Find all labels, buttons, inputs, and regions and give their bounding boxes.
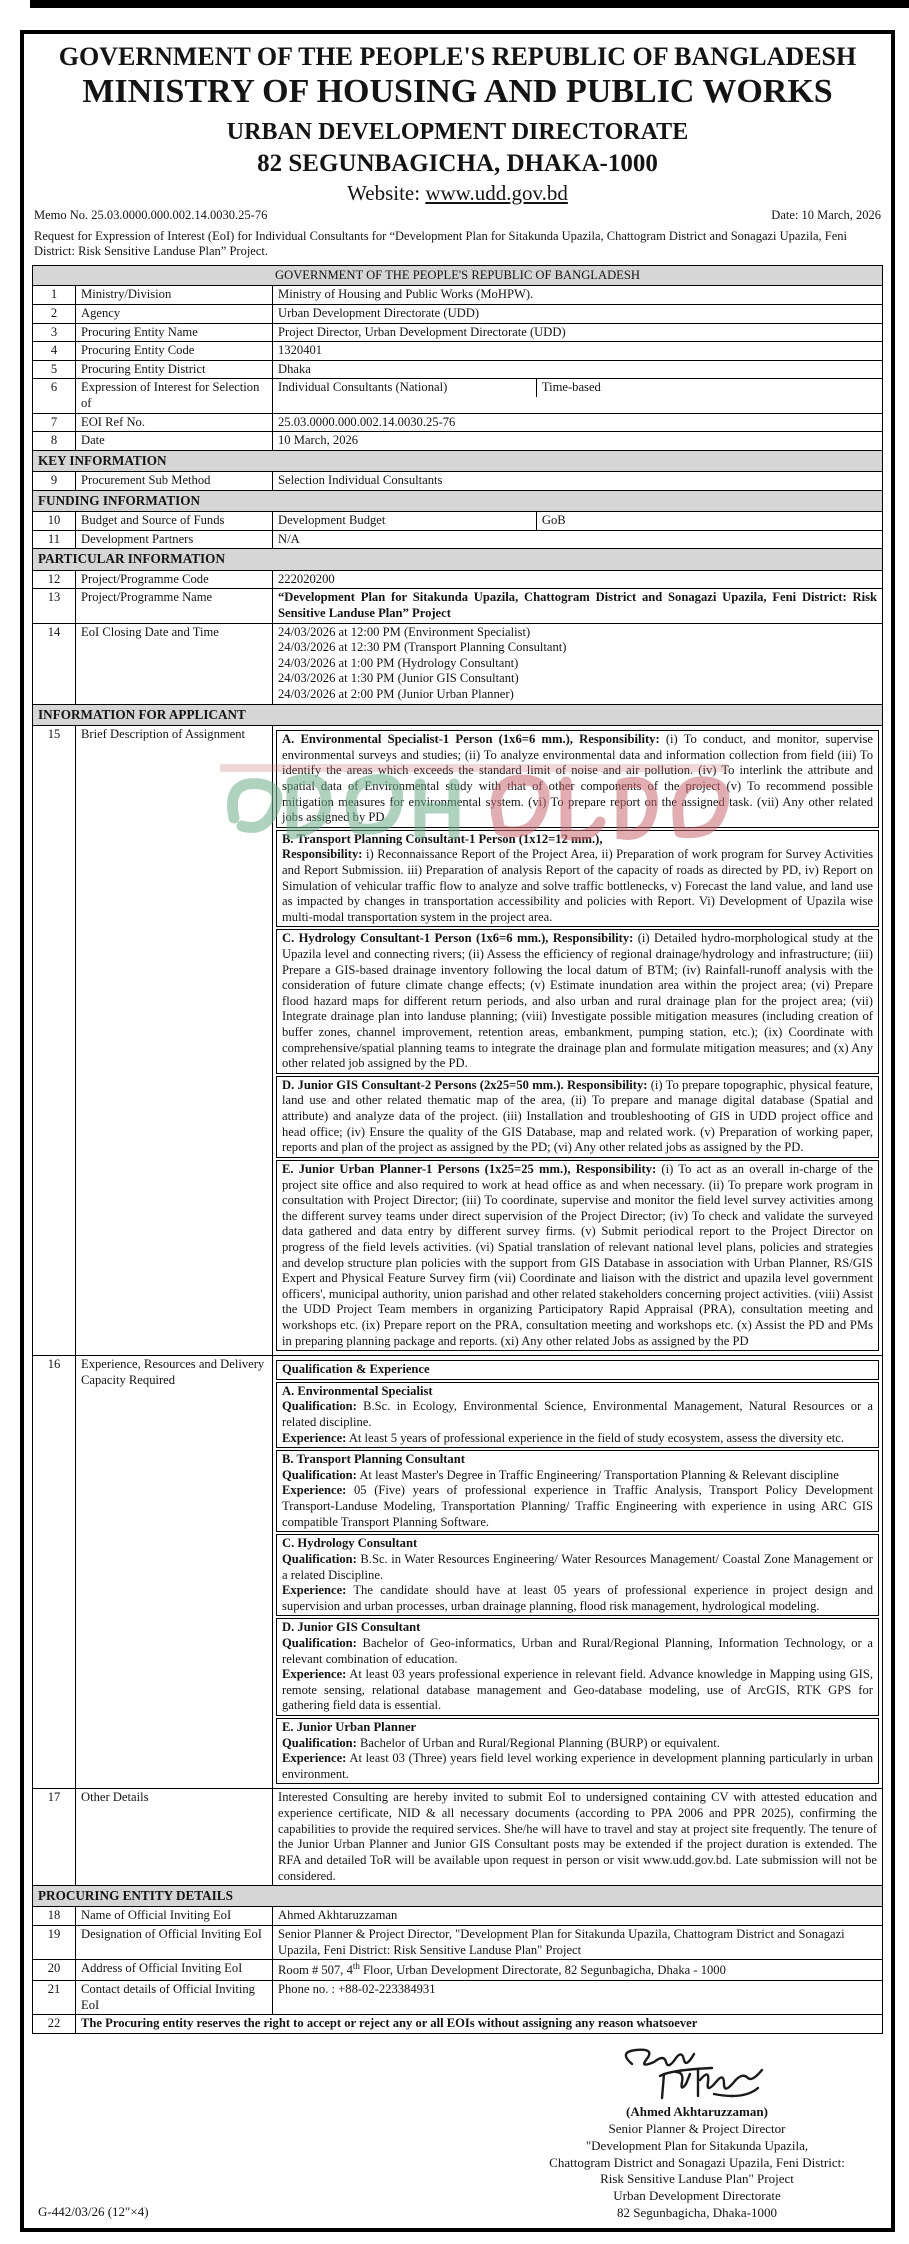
experience-label: Experience: bbox=[282, 1430, 347, 1445]
table-row bbox=[33, 1981, 883, 2015]
row-value-left: Development Budget bbox=[278, 513, 386, 528]
row-number: 13 bbox=[33, 589, 76, 623]
signatory-title: Senior Planner & Project Director bbox=[608, 2120, 786, 2136]
row-number: 1 bbox=[33, 286, 76, 305]
qual-block-transport-planning bbox=[276, 1450, 879, 1532]
qual-block-title: C. Hydrology Consultant bbox=[282, 1536, 418, 1551]
row-label: Name of Official Inviting EoI bbox=[76, 1907, 273, 1926]
row-number: 19 bbox=[33, 1926, 76, 1960]
experience-label: Experience: bbox=[282, 1751, 347, 1766]
qual-block-title: E. Junior Urban Planner bbox=[282, 1720, 417, 1735]
table-row bbox=[33, 342, 883, 361]
qual-block-title: D. Junior GIS Consultant bbox=[282, 1620, 421, 1635]
table-row bbox=[33, 1907, 883, 1926]
row-value: 25.03.0000.000.002.14.0030.25-76 bbox=[273, 413, 883, 432]
print-reference: G-442/03/26 (12″×4) bbox=[38, 2204, 149, 2220]
row-value: Phone no. : +88-02-223384931 bbox=[273, 1981, 883, 2015]
memo-row bbox=[34, 208, 881, 223]
closing-time: 24/03/2026 at 12:30 PM (Transport Planning Consultant) bbox=[278, 640, 567, 655]
eoi-table bbox=[32, 265, 883, 2034]
row-label: Procurement Sub Method bbox=[76, 472, 273, 491]
brief-block-environmental-specialist bbox=[276, 730, 879, 828]
signature-block bbox=[517, 2042, 877, 2222]
row-value: Selection Individual Consultants bbox=[273, 472, 883, 491]
row-number: 12 bbox=[33, 570, 76, 589]
header-directorate-line: URBAN DEVELOPMENT DIRECTORATE bbox=[226, 119, 689, 146]
signatory-project-line: "Development Plan for Sitakunda Upazila, bbox=[585, 2137, 809, 2153]
table-row-experience bbox=[33, 1356, 883, 1789]
row-value-brief-description bbox=[273, 726, 883, 1356]
experience-text: At least 5 years of professional experience in the field of study ecosystem, assess the diversity etc. bbox=[346, 1430, 845, 1445]
qualification-text: Bachelor of Urban and Rural/Regional Planning (BURP) or equivalent. bbox=[356, 1735, 720, 1750]
closing-time: 24/03/2026 at 2:00 PM (Junior Urban Planner) bbox=[278, 687, 514, 702]
row-label: Address of Official Inviting EoI bbox=[76, 1960, 273, 1981]
row-value bbox=[273, 379, 883, 413]
qualification-label: Qualification: bbox=[282, 1735, 357, 1750]
experience-text: At least 03 (Three) years field level working experience in development planning particularly in urban environment. bbox=[282, 1751, 873, 1781]
brief-block-transport-planning bbox=[276, 830, 879, 928]
table-row bbox=[33, 305, 883, 324]
row-number: 5 bbox=[33, 360, 76, 379]
row-number: 21 bbox=[33, 1981, 76, 2015]
row-number: 8 bbox=[33, 432, 76, 451]
brief-block-body: (i) Detailed hydro-morphological study at the Upazila level and connecting rivers; (ii) Assess the efficiency of regional drainage/hydrology and infrastructure; (iii) Prepare a GIS-based drainage inventory following the local datum of BTM; (iv) Rainfall-runoff analysis with the consideration of future climate change effects; (v) Estimate inundation area within the project area; (vi) Prepare flood hazard maps for different return periods, and also urban and rural drainage plan for the project area; (vii) Integrate drainage plan into landuse planning; (viii) Investigate possible mitigation measures (including creation of buffer zones, channel improvement, retention areas, embankment, pumping station, etc.); (ix) Coordinate with comprehensive/spatial planning teams to integrate the drainage plan and formulate mitigation measures; and (x) Any other related job assigned by the PD. bbox=[282, 931, 873, 1071]
qual-block-title: B. Transport Planning Consultant bbox=[282, 1452, 465, 1467]
row-value-address bbox=[273, 1960, 883, 1981]
section-header: FUNDING INFORMATION bbox=[33, 490, 883, 511]
row-value-right: GoB bbox=[536, 512, 882, 530]
row-value-right: Time-based bbox=[536, 379, 882, 397]
row-value-project-name: “Development Plan for Sitakunda Upazila, Chattogram District and Sonagazi Upazila, Feni District: Risk Sensitive Landuse Plan” Project bbox=[273, 589, 883, 623]
request-paragraph: Request for Expression of Interest (EoI) for Individual Consultants for “Development Plan for Sitakunda Upazila, Chattogram District and Sonagazi Upazila, Feni District: Risk Sensitive Landuse Plan” Project. bbox=[34, 228, 847, 259]
experience-label: Experience: bbox=[282, 1483, 347, 1498]
table-row-other-details bbox=[33, 1789, 883, 1886]
qualification-label: Qualification: bbox=[282, 1467, 357, 1482]
top-border-bar bbox=[30, 0, 909, 8]
row-number: 9 bbox=[33, 472, 76, 491]
address-text: Floor, Urban Development Directorate, 82 Segunbagicha, Dhaka - 1000 bbox=[359, 1963, 726, 1978]
qualification-experience-header: Qualification & Experience bbox=[276, 1360, 879, 1380]
document-header bbox=[32, 42, 883, 206]
row-value: 1320401 bbox=[273, 342, 883, 361]
section-procuring-entity-details bbox=[33, 1886, 883, 1907]
row-label: Expression of Interest for Selection of bbox=[76, 379, 273, 413]
row-number: 22 bbox=[33, 2015, 76, 2034]
section-key-information bbox=[33, 450, 883, 471]
row-number: 3 bbox=[33, 323, 76, 342]
responsibility-label: Responsibility: bbox=[552, 931, 634, 946]
brief-block-hydrology bbox=[276, 929, 879, 1073]
row-number: 2 bbox=[33, 305, 76, 324]
experience-label: Experience: bbox=[282, 1667, 347, 1682]
table-row bbox=[33, 472, 883, 491]
signatory-name: (Ahmed Akhtaruzzaman) bbox=[626, 2103, 768, 2119]
qualification-text: B.Sc. in Ecology, Environmental Science, Environmental Management, Natural Resources or a related discipline. bbox=[282, 1399, 873, 1430]
row-value: 222020200 bbox=[273, 570, 883, 589]
section-header: KEY INFORMATION bbox=[33, 450, 883, 471]
table-title-row bbox=[33, 265, 883, 286]
header-address-line: 82 SEGUNBAGICHA, DHAKA-1000 bbox=[257, 150, 658, 178]
row-label: Experience, Resources and Delivery Capacity Required bbox=[76, 1356, 273, 1789]
bottom-area bbox=[32, 2042, 883, 2222]
row-label: Date bbox=[76, 432, 273, 451]
row-value: 10 March, 2026 bbox=[273, 432, 883, 451]
row-label: Procuring Entity Name bbox=[76, 323, 273, 342]
row-value: Senior Planner & Project Director, "Development Plan for Sitakunda Upazila, Chattogram District and Sonagazi Upazila, Feni District: Risk Sensitive Landuse Plan" Project bbox=[273, 1926, 883, 1960]
table-row bbox=[33, 379, 883, 413]
row-number: 15 bbox=[33, 726, 76, 1356]
table-row bbox=[33, 286, 883, 305]
row-number: 16 bbox=[33, 1356, 76, 1789]
brief-block-body: (i) To conduct, and monitor, supervise environmental surveys and studies; (ii) To analyze environmental data and information collection from field (iii) To identify the areas which exceeds the standard limit of noise and air pollution. (iv) To interlink the attribute and spatial data of Environmental study with that of other components of the project (v) To recommend possible mitigation measures for environmental system. (vi) To prepare report on the assigned task. (vii) Any other related jobs assigned by PD bbox=[282, 732, 873, 825]
section-header: INFORMATION FOR APPLICANT bbox=[33, 704, 883, 725]
section-header: PROCURING ENTITY DETAILS bbox=[33, 1886, 883, 1907]
table-row bbox=[33, 1926, 883, 1960]
row-label: Other Details bbox=[76, 1789, 273, 1886]
brief-block-body: (i) To prepare topographic, physical feature, land use and other related thematic map of the area, (ii) To prepare and manage digital database (Spatial and attribute) and analyze data of the project. (iii) Installation and troubleshooting of GIS in UDD project office and head office; (iv) Ensure the quality of the GIS Database, map and related work. (v) Preparation of working paper, reports and plan of the project as assigned by the PD; (vi) Any other related jobs as assigned by the PD. bbox=[282, 1077, 874, 1155]
row-value: Ahmed Akhtaruzzaman bbox=[273, 1907, 883, 1926]
row-label: Project/Programme Code bbox=[76, 570, 273, 589]
table-row-disclaimer bbox=[33, 2015, 883, 2034]
signature-icon bbox=[602, 2042, 792, 2104]
address-text: Room # 507, 4 bbox=[278, 1963, 353, 1978]
website-line bbox=[32, 182, 883, 206]
table-row bbox=[33, 1960, 883, 1981]
row-label: Development Partners bbox=[76, 530, 273, 549]
row-label: Ministry/Division bbox=[76, 286, 273, 305]
experience-text: At least 03 years professional experience in relevant field. Advance knowledge in Mapping using GIS, remote sensing, relational database management and Geo-database modeling, use of ArcGIS, RTK GPS for gathering field data is essential. bbox=[282, 1667, 873, 1713]
row-value-qualification-experience bbox=[273, 1356, 883, 1789]
header-government-line: GOVERNMENT OF THE PEOPLE'S REPUBLIC OF BANGLADESH bbox=[58, 42, 857, 71]
table-row bbox=[33, 623, 883, 704]
row-label: Project/Programme Name bbox=[76, 589, 273, 623]
row-number: 11 bbox=[33, 530, 76, 549]
website-link[interactable]: www.udd.gov.bd bbox=[425, 181, 568, 206]
responsibility-label: Responsibility: bbox=[282, 847, 363, 862]
experience-text: The candidate should have at least 05 years of professional experience in project design and supervision and urban processes, urban drainage planning, flood risk management, hydrological modeling. bbox=[282, 1583, 873, 1613]
table-row bbox=[33, 323, 883, 342]
row-value-left: Individual Consultants (National) bbox=[278, 380, 448, 395]
table-row bbox=[33, 530, 883, 549]
brief-block-heading: D. Junior GIS Consultant-2 Persons (2x25=50 mm.). bbox=[282, 1077, 567, 1092]
signatory-project-line: Chattogram District and Sonagazi Upazila, Feni District: bbox=[549, 2154, 845, 2170]
signatory-org: Urban Development Directorate bbox=[613, 2188, 781, 2204]
row-value: Ministry of Housing and Public Works (MoHPW). bbox=[273, 286, 883, 305]
section-funding-information bbox=[33, 490, 883, 511]
row-number: 6 bbox=[33, 379, 76, 413]
row-number: 10 bbox=[33, 512, 76, 531]
row-value: Urban Development Directorate (UDD) bbox=[273, 305, 883, 324]
brief-block-body: i) Reconnaissance Report of the Project Area, ii) Preparation of work program for Survey Activities and Report Submission. iii) Preparation of analysis Report of the capacity of roads as directed by PD, iv) Report on Simulation of vehicular traffic flow to analyze and solve traffic bottlenecks, v) Forecast the land value, and land use as impacted by changes in transportation accessibility and policies with Report. Vi) Development of Upazila wise multi-modal transportation system in the project area. bbox=[282, 847, 873, 924]
row-label: Procuring Entity District bbox=[76, 360, 273, 379]
row-value: Dhaka bbox=[273, 360, 883, 379]
row-value-other-details: Interested Consulting are hereby invited to submit EoI to undersigned containing CV with attested education and experience certificate, NID & all necessary documents (according to PPA 2006 and PPR 2025), confirming the capabilities to provide the required services. She/he will have to travel and stay at project site frequently. The tenure of the Junior Urban Planner and Junior GIS Consultant posts may be extended if the project duration is extended. The RFA and detailed ToR will be available upon request in person or visit www.udd.gov.bd. Late submission will not be considered. bbox=[273, 1789, 883, 1886]
row-label: Agency bbox=[76, 305, 273, 324]
qualification-label: Qualification: bbox=[282, 1551, 357, 1566]
row-label: EOI Ref No. bbox=[76, 413, 273, 432]
table-row bbox=[33, 432, 883, 451]
section-header: PARTICULAR INFORMATION bbox=[33, 549, 883, 570]
section-information-for-applicant bbox=[33, 704, 883, 725]
table-title: GOVERNMENT OF THE PEOPLE'S REPUBLIC OF BANGLADESH bbox=[33, 265, 883, 286]
row-label: EoI Closing Date and Time bbox=[76, 623, 273, 704]
table-row bbox=[33, 589, 883, 623]
brief-block-heading: A. Environmental Specialist-1 Person (1x6=6 mm.), bbox=[282, 732, 580, 747]
header-ministry-line: MINISTRY OF HOUSING AND PUBLIC WORKS bbox=[82, 73, 833, 111]
row-value: N/A bbox=[273, 530, 883, 549]
table-row bbox=[33, 413, 883, 432]
section-particular-information bbox=[33, 549, 883, 570]
experience-label: Experience: bbox=[282, 1583, 347, 1598]
row-number: 7 bbox=[33, 413, 76, 432]
brief-block-junior-gis bbox=[276, 1076, 879, 1158]
table-row bbox=[33, 360, 883, 379]
qualification-label: Qualification: bbox=[282, 1635, 357, 1650]
disclaimer-text: The Procuring entity reserves the right to accept or reject any or all EOIs without assigning any reason whatsoever bbox=[76, 2015, 883, 2034]
row-label: Procuring Entity Code bbox=[76, 342, 273, 361]
row-label: Contact details of Official Inviting EoI bbox=[76, 1981, 273, 2015]
row-value bbox=[273, 512, 883, 531]
row-label: Designation of Official Inviting EoI bbox=[76, 1926, 273, 1960]
qualification-label: Qualification: bbox=[282, 1399, 357, 1414]
closing-time: 24/03/2026 at 12:00 PM (Environment Specialist) bbox=[278, 624, 531, 639]
closing-time: 24/03/2026 at 1:30 PM (Junior GIS Consultant) bbox=[278, 671, 519, 686]
row-number: 20 bbox=[33, 1960, 76, 1981]
responsibility-label: Responsibility: bbox=[575, 1161, 657, 1176]
table-row bbox=[33, 512, 883, 531]
row-label: Brief Description of Assignment bbox=[76, 726, 273, 1356]
row-label: Budget and Source of Funds bbox=[76, 512, 273, 531]
row-number: 4 bbox=[33, 342, 76, 361]
experience-text: 05 (Five) years of professional experience in Traffic Analysis, Transport Policy Development Transport-Landuse Modeling, Transportation Planning/ Traffic Engineering with experience in using ARC GIS compatible Transport Planning Software. bbox=[282, 1483, 873, 1529]
brief-block-heading: E. Junior Urban Planner-1 Persons (1x25=25 mm.), bbox=[282, 1161, 576, 1176]
qualification-text: B.Sc. in Water Resources Engineering/ Water Resources Management/ Coastal Zone Management or a related Discipline. bbox=[282, 1551, 873, 1582]
row-value: Project Director, Urban Development Directorate (UDD) bbox=[273, 323, 883, 342]
memo-number: Memo No. 25.03.0000.000.002.14.0030.25-76 bbox=[34, 207, 268, 222]
qual-block-hydrology bbox=[276, 1534, 879, 1616]
memo-date: Date: 10 March, 2026 bbox=[771, 207, 881, 222]
address-ordinal-suffix: th bbox=[352, 1961, 360, 1972]
brief-block-junior-urban-planner bbox=[276, 1160, 879, 1351]
signatory-project-line: Risk Sensitive Landuse Plan" Project bbox=[600, 2171, 794, 2187]
signatory-address: 82 Segunbagicha, Dhaka-1000 bbox=[617, 2205, 777, 2221]
row-value-closing-times bbox=[273, 623, 883, 704]
notice-document bbox=[20, 30, 895, 2232]
closing-time: 24/03/2026 at 1:00 PM (Hydrology Consultant) bbox=[278, 655, 519, 670]
row-number: 18 bbox=[33, 1907, 76, 1926]
website-label: Website: bbox=[347, 181, 426, 206]
table-row-brief-description bbox=[33, 726, 883, 1356]
qual-block-title: A. Environmental Specialist bbox=[282, 1383, 433, 1398]
table-row bbox=[33, 570, 883, 589]
responsibility-label: Responsibility: bbox=[566, 1077, 648, 1092]
row-number: 17 bbox=[33, 1789, 76, 1886]
brief-block-heading: B. Transport Planning Consultant-1 Person (1x12=12 mm.), bbox=[282, 831, 603, 846]
responsibility-label: Responsibility: bbox=[579, 732, 660, 747]
qualification-text: At least Master's Degree in Traffic Engineering/ Transportation Planning & Relevant discipline bbox=[356, 1467, 839, 1482]
qual-block-junior-urban-planner bbox=[276, 1718, 879, 1784]
qual-block-junior-gis bbox=[276, 1618, 879, 1716]
qual-block-environmental-specialist bbox=[276, 1382, 879, 1448]
brief-block-body: (i) To act as an overall in-charge of the project site office and also required to work at head office as and when necessary. (ii) To prepare work program in consultation with Project Director; (iii) To coordinate, supervise and monitor the field level survey activities among the different survey teams under direct supervision of the Project Director; (iv) To check and validate the surveyed data gathered and data entry by different survey firms. (v) Submit periodical report to the Project Director on progress of the field levels activities. (vi) Spatial translation of relevant national level plans, policies and strategies and develop structure plan policies with the support from GIS Database in association with Urban Planner, RS/GIS Expert and Physical Feature Survey firm (vii) Coordinate and liaison with the district and upazila level government officers', municipal authority, union parishad and other related stakeholders concerning project activities. (viii) Assist the UDD Project Team members in organizing Participatory Rapid Appraisal (PRA), consultation meeting and workshops etc. (ix) Prepare report on the PRA, consultation meeting and workshops etc. (x) Assist the PD and PMs in preparing planning package and reports. (xi) Any other related Jobs as assigned by the PD bbox=[282, 1161, 873, 1348]
row-number: 14 bbox=[33, 623, 76, 704]
brief-block-heading: C. Hydrology Consultant-1 Person (1x6=6 mm.), bbox=[282, 931, 553, 946]
qualification-text: Bachelor of Geo-informatics, Urban and Rural/Regional Planning, Information Technology, or a relevant combination of education. bbox=[282, 1635, 873, 1666]
